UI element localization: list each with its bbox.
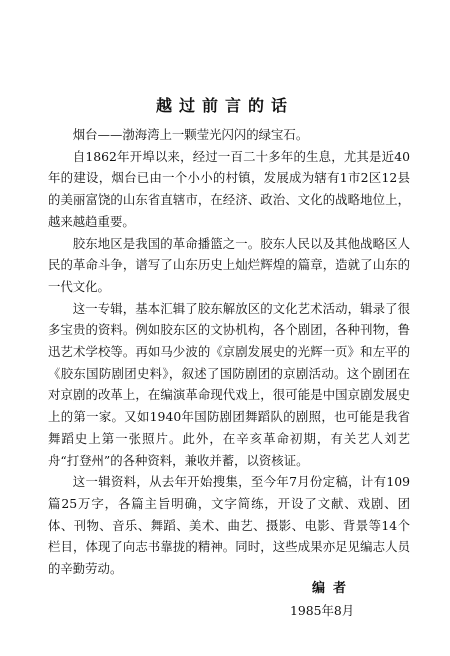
paragraph-compilation: 这一辑资料，从去年开始搜集，至今年7月份定稿，计有109篇25万字，各篇主旨明确，文字简练，开设了文献、戏剧、团体、刊物、音乐、舞蹈、美术、曲艺、摄影、电影、背景等14个栏目，体现了向志书靠拢的精神。同时，这些成果亦足见编志人员的辛勤劳动。 <box>48 474 410 577</box>
paragraph-history: 自1862年开埠以来，经过一百二十多年的生息，尤其是近40年的建设，烟台已由一个小小的村镇，发展成为辖有1市2区12县的美丽富饶的山东省直辖市，在经济、政治、文化的战略地位上，越来越趋重要。 <box>48 148 410 229</box>
signature: 编者 <box>312 581 355 596</box>
paragraph-revolution: 胶东地区是我国的革命播篮之一。胶东人民以及其他战略区人民的革命斗争，谱写了山东历史上灿烂辉煌的篇章，造就了山东的一代文化。 <box>48 235 410 294</box>
document-body <box>48 124 410 580</box>
paragraph-intro: 烟台——渤海湾上一颗莹光闪闪的绿宝石。 <box>72 127 309 142</box>
paragraph-collection: 这一专辑，基本汇辑了胶东解放区的文化艺术活动，辑录了很多宝贵的资料。例如胶东区的文协机构，各个剧团，各种刊物，鲁迅艺术学校等。再如马少波的《京剧发展史的光辉一页》和左平的《胶东国防剧团史料》，叙述了国防剧团的京剧活动。这个剧团在对京剧的改革上，在编演革命现代戏上，很可能是中国京剧发展史上的第一家。又如1940年国防剧团舞蹈队的剧照，也可能是我省舞蹈史上第一张照片。此外，在辛亥革命初期，有关艺人刘艺舟“打登州”的各种资料，兼收并蓄，以资核证。 <box>48 300 410 468</box>
date: 1985年8月 <box>290 603 355 618</box>
page-title: 越过前言的话 <box>155 96 294 115</box>
